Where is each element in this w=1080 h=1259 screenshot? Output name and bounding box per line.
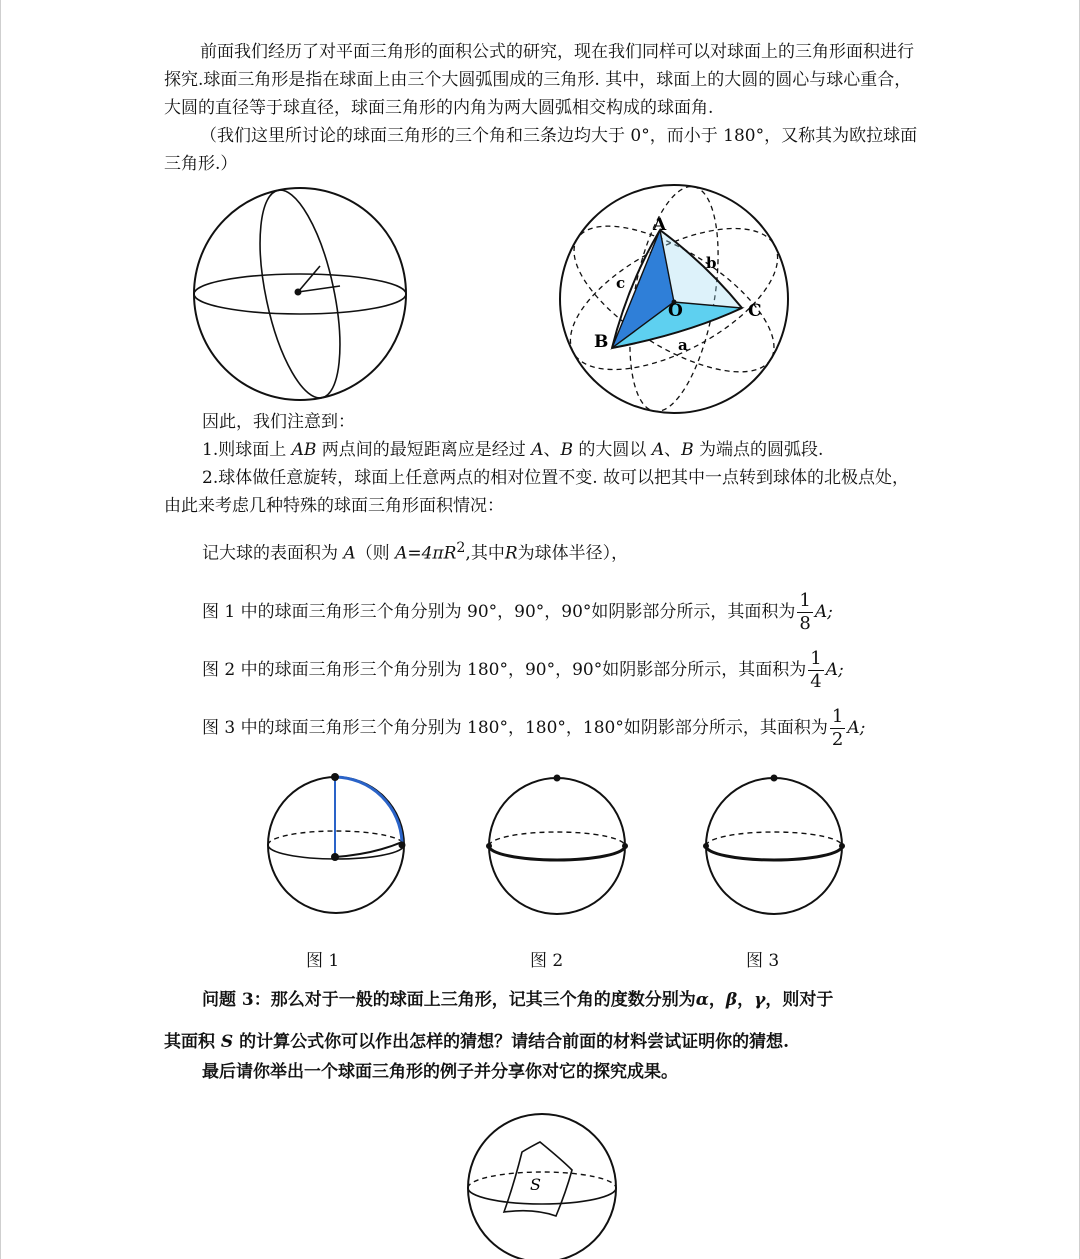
triangle-label-S: S — [530, 1175, 541, 1194]
note-2: 2.球体做任意旋转，球面上任意两点的相对位置不变. 故可以把其中一点转到球体的北极点处，由此来考虑几种特殊的球面三角形面积情况： — [164, 468, 910, 516]
notes-intro: 因此，我们注意到： — [202, 412, 355, 432]
intro-paragraph-1: 前面我们经历了对平面三角形的面积公式的研究，现在我们同样可以对球面上的三角形面积进行探究.球面三角形是指在球面上由三个大圆弧围成的三角形. 其中，球面上的大圆的圆心与球心重合，大圆的直径等于球直径，球面三角形的内角为两大圆弧相交构成的球面角. — [164, 42, 914, 118]
fraction-1-4: $\frac{1}{4}$ — [810, 648, 822, 692]
figure-2-sphere — [484, 772, 630, 918]
north-pole-point — [331, 773, 339, 781]
case-figure-3: 图 3 中的球面三角形三个角分别为 180°，180°，180°如阴影部分所示，其面积为 $\frac{1}{2}$ A; — [202, 706, 866, 750]
equator-point — [331, 853, 339, 861]
center-label-O: O — [668, 301, 683, 321]
figure-1-sphere — [264, 770, 408, 916]
north-pole-point — [771, 775, 778, 782]
equator-point-right — [399, 842, 406, 849]
vertex-label-C: C — [748, 301, 762, 321]
side-label-b: b — [706, 254, 717, 272]
side-label-c: c — [616, 274, 626, 292]
note-1: 1.则球面上 AB 两点间的最短距离应是经过 A、B 的大圆以 A、B 为端点的圆弧段. — [202, 440, 824, 460]
question-3-line-3: 最后请你举出一个球面三角形的例子并分享你对它的探究成果。 — [202, 1062, 678, 1082]
triangle-face-right — [660, 230, 742, 308]
page-border-left — [0, 0, 1, 1259]
case-figure-2: 图 2 中的球面三角形三个角分别为 180°，90°，90°如阴影部分所示，其面积为 $\frac{1}{4}$ A; — [202, 648, 844, 692]
vertex-label-A: A — [653, 215, 667, 235]
fraction-1-2: $\frac{1}{2}$ — [831, 706, 844, 750]
radius-line-1 — [298, 266, 320, 292]
figure-3-sphere — [700, 772, 848, 920]
caption-figure-2: 图 2 — [530, 951, 564, 971]
intro-paragraph-2: （我们这里所讨论的球面三角形的三个角和三条边均大于 0°，而小于 180°，又称其为欧拉球面三角形.） — [164, 126, 918, 174]
fraction-1-8: $\frac{1}{8}$ — [799, 590, 811, 634]
spherical-triangle-figure — [556, 184, 792, 418]
question-3-line-1: 问题 3：那么对于一般的球面上三角形，记其三个角的度数分别为α，β，γ，则对于 — [202, 990, 834, 1010]
caption-figure-1: 图 1 — [306, 951, 340, 971]
caption-figure-3: 图 3 — [746, 951, 780, 971]
meridian-circle — [245, 186, 356, 405]
surface-area-formula: 记大球的表面积为 A（则 $A=4\pi R^2$,其中R为球体半径）， — [202, 540, 629, 564]
general-spherical-triangle-figure — [462, 1108, 622, 1259]
sphere-great-circles-figure — [190, 186, 412, 406]
north-pole-point — [554, 775, 561, 782]
case-figure-1: 图 1 中的球面三角形三个角分别为 90°，90°，90°如阴影部分所示，其面积为 $\frac{1}{8}$ A; — [202, 590, 833, 634]
question-3-line-2: 其面积 S 的计算公式你可以作出怎样的猜想？请结合前面的材料尝试证明你的猜想. — [164, 1032, 790, 1052]
sphere-center-point — [295, 289, 302, 296]
vertex-label-B: B — [594, 332, 609, 352]
side-label-a: a — [678, 336, 688, 354]
